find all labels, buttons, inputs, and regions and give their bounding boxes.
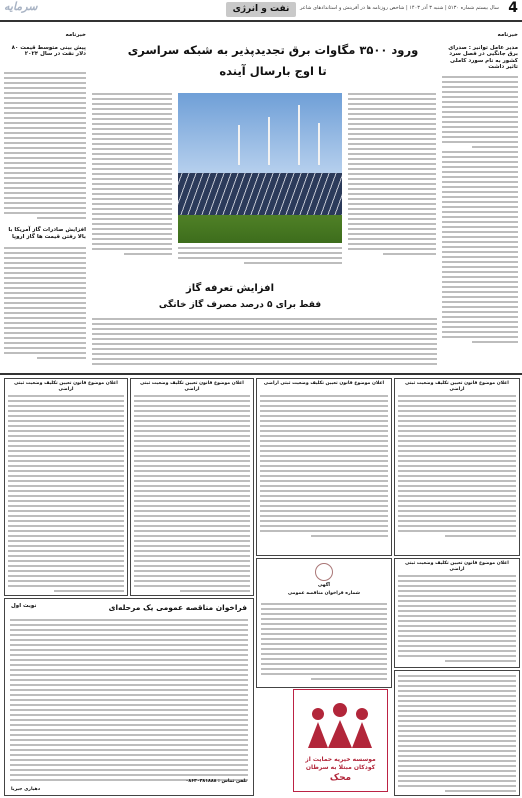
main-story-body-right <box>348 93 436 265</box>
charity-line-1: موسسه خیریه حمایت از <box>305 756 376 763</box>
photo-caption-text <box>178 247 342 267</box>
tender-round: نوبت اول <box>11 603 37 609</box>
notice-ad-6 <box>394 670 520 796</box>
solar-wind-photo <box>178 93 342 243</box>
tender-phone: تلفن تماس : ۰۸۶۳۰۳۸۱۸۸۸ <box>185 779 247 785</box>
notice-ad-2: اعلان موضوع قانون تعیین تکلیف وضعیت ثبتی اراضی <box>130 378 254 596</box>
notice-ad-3: اعلان موضوع قانون تعیین تکلیف وضعیت ثبتی اراضی <box>256 378 392 556</box>
notice-ad-5: اعلان موضوع قانون تعیین تکلیف وضعیت ثبتی اراضی <box>394 558 520 668</box>
charity-line-2: کودکان مبتلا به سرطان <box>305 764 376 771</box>
main-headline-1: ورود ۳۵۰۰ مگاوات برق تجدیدپذیر به شبکه سراسری <box>127 43 419 57</box>
masthead <box>0 0 522 22</box>
children-icon <box>302 700 378 750</box>
charity-ad <box>293 689 388 792</box>
left-column <box>4 32 86 370</box>
newspaper-logo: سرمایه <box>4 0 38 13</box>
issue-line: سال بیستم شماره ۵۱۳۰ | شنبه ۳ آذر ۱۴۰۳ | شاخص روزنامه ها در آفرینش و استاندادهای شاعر <box>300 5 499 11</box>
gas-story-text <box>92 318 437 370</box>
notice-ad-1: اعلان موضوع قانون تعیین تکلیف وضعیت ثبتی اراضی <box>4 378 128 596</box>
emblem-icon <box>315 563 333 581</box>
main-story-body-left <box>92 93 172 265</box>
gas-headline: افزایش تعرفه گاز <box>185 283 275 294</box>
tender-ad <box>4 598 254 796</box>
right-kicker: خبرنامه <box>497 32 518 38</box>
section-title: نفت و انرژی <box>226 2 296 17</box>
tender-title: فراخوان مناقصه عمومی یک مرحله‌ای <box>108 603 247 612</box>
left-lead: پیش بینی متوسط قیمت ۸۰ دلار نفت در سال ۲۰۲۴ <box>11 44 86 57</box>
main-headline-2: تا اوج بارسال آینده <box>219 64 327 78</box>
right-lead: مدیر عامل توانیر : صدرای برق جانگیی در فصل سرد کشور به نام سورد کاملی تاثیر داشت <box>448 44 518 70</box>
page-number: 4 <box>508 0 518 16</box>
section-divider <box>0 373 522 375</box>
left-kicker: خبرنامه <box>65 32 86 38</box>
charity-name: محک <box>329 773 352 783</box>
tender-signature: دهیاری جیریا <box>11 787 41 793</box>
gas-subhead: فقط برای ۵ درصد مصرف گاز خانگی <box>158 300 322 310</box>
right-column <box>442 32 518 354</box>
right-column-text <box>442 76 518 354</box>
left-subhead: افزایش صادرات گاز آمریکا با بالا رفتن قیمت ها گاز اروپا <box>8 227 86 240</box>
auction-ad: آگهی شماره فراخوان مناقصه عمومی <box>256 558 392 688</box>
notice-ad-4: اعلان موضوع قانون تعیین تکلیف وضعیت ثبتی اراضی <box>394 378 520 556</box>
